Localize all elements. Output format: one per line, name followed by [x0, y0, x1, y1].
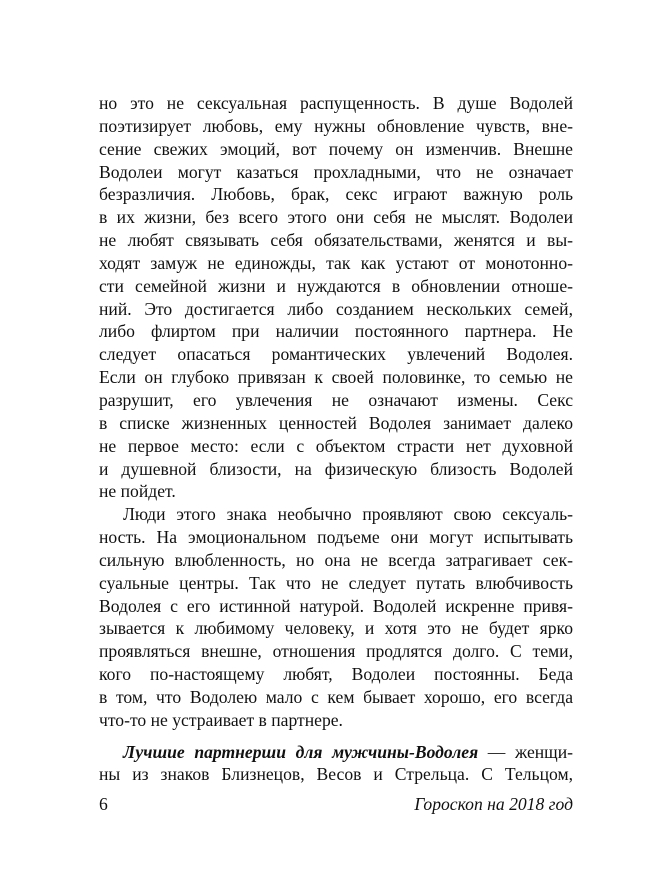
text-line: в их жизни, без всего этого они себя не мыслят. Водолеи: [99, 207, 573, 228]
text-line: в том, что Водолею мало с кем бывает хорошо, его всегда: [99, 686, 573, 707]
text-line: сти семейной жизни и нуждаются в обновлении отноше-: [99, 275, 573, 296]
text-line: ность. На эмоциональном подъеме они могут испытывать: [99, 527, 573, 548]
text-line: поэтизирует любовь, ему нужны обновление чувств, вне-: [99, 115, 573, 136]
text-line: разрушит, его увлечения не означают измены. Секс: [99, 389, 573, 410]
text-line: Люди этого знака необычно проявляют свою сексуаль-: [123, 504, 573, 525]
text-line: [99, 741, 573, 764]
running-title: Гороскоп на 2018 год: [414, 794, 573, 814]
text-line: что-то не устраивает в партнере.: [99, 709, 343, 730]
text-line: суальные центры. Так что не следует путать влюбчивость: [99, 572, 573, 593]
lead-heading: Лучшие партнерши для мужчины-Водолея: [123, 741, 479, 762]
lead-rest: — женщи-: [478, 741, 573, 762]
paragraph-2: [99, 503, 573, 731]
text-line: и душевной близости, на физическую близость Водолей: [99, 458, 573, 479]
text-line: ны из знаков Близнецов, Весов и Стрельца. С Тельцом,: [99, 764, 573, 785]
text-line: либо флиртом при наличии постоянного партнера. Не: [99, 321, 573, 342]
text-line: Водолея с его истинной натурой. Водолей искренне привя-: [99, 595, 573, 616]
text-line: сильную влюбленность, но она не всегда затрагивает сек-: [99, 549, 573, 570]
text-line: не пойдет.: [99, 481, 176, 502]
paragraph-3: [99, 741, 573, 787]
text-line: зывается к любимому человеку, и хотя это не будет ярко: [99, 618, 573, 639]
text-line: безразличия. Любовь, брак, секс играют важную роль: [99, 184, 573, 205]
text-line: ний. Это достигается либо созданием нескольких семей,: [99, 298, 573, 319]
text-line: ходят замуж не единожды, так как устают от монотонно-: [99, 252, 573, 273]
page-footer: [99, 794, 573, 820]
text-line: сение свежих эмоций, вот почему он изменчив. Внешне: [99, 138, 573, 159]
body-text: [99, 92, 573, 786]
text-line: но это не сексуальная распущенность. В душе Водолей: [99, 93, 573, 113]
text-line: Водолеи могут казаться прохладными, что не означает: [99, 161, 573, 182]
paragraph-gap: [99, 732, 573, 741]
text-line: не первое место: если с объектом страсти нет духовной: [99, 435, 573, 456]
text-line: проявляться внешне, отношения продлятся долго. С теми,: [99, 641, 573, 662]
text-line: Если он глубоко привязан к своей половинке, то семью не: [99, 367, 573, 388]
text-line: не любят связывать себя обязательствами, женятся и вы-: [99, 230, 573, 251]
text-line: в списке жизненных ценностей Водолея занимает далеко: [99, 412, 573, 433]
text-line: кого по-настоящему любят, Водолеи постоянны. Беда: [99, 664, 573, 685]
text-line: следует опасаться романтических увлечений Водолея.: [99, 344, 573, 365]
page-number: 6: [99, 794, 108, 814]
paragraph-1: [99, 92, 573, 503]
